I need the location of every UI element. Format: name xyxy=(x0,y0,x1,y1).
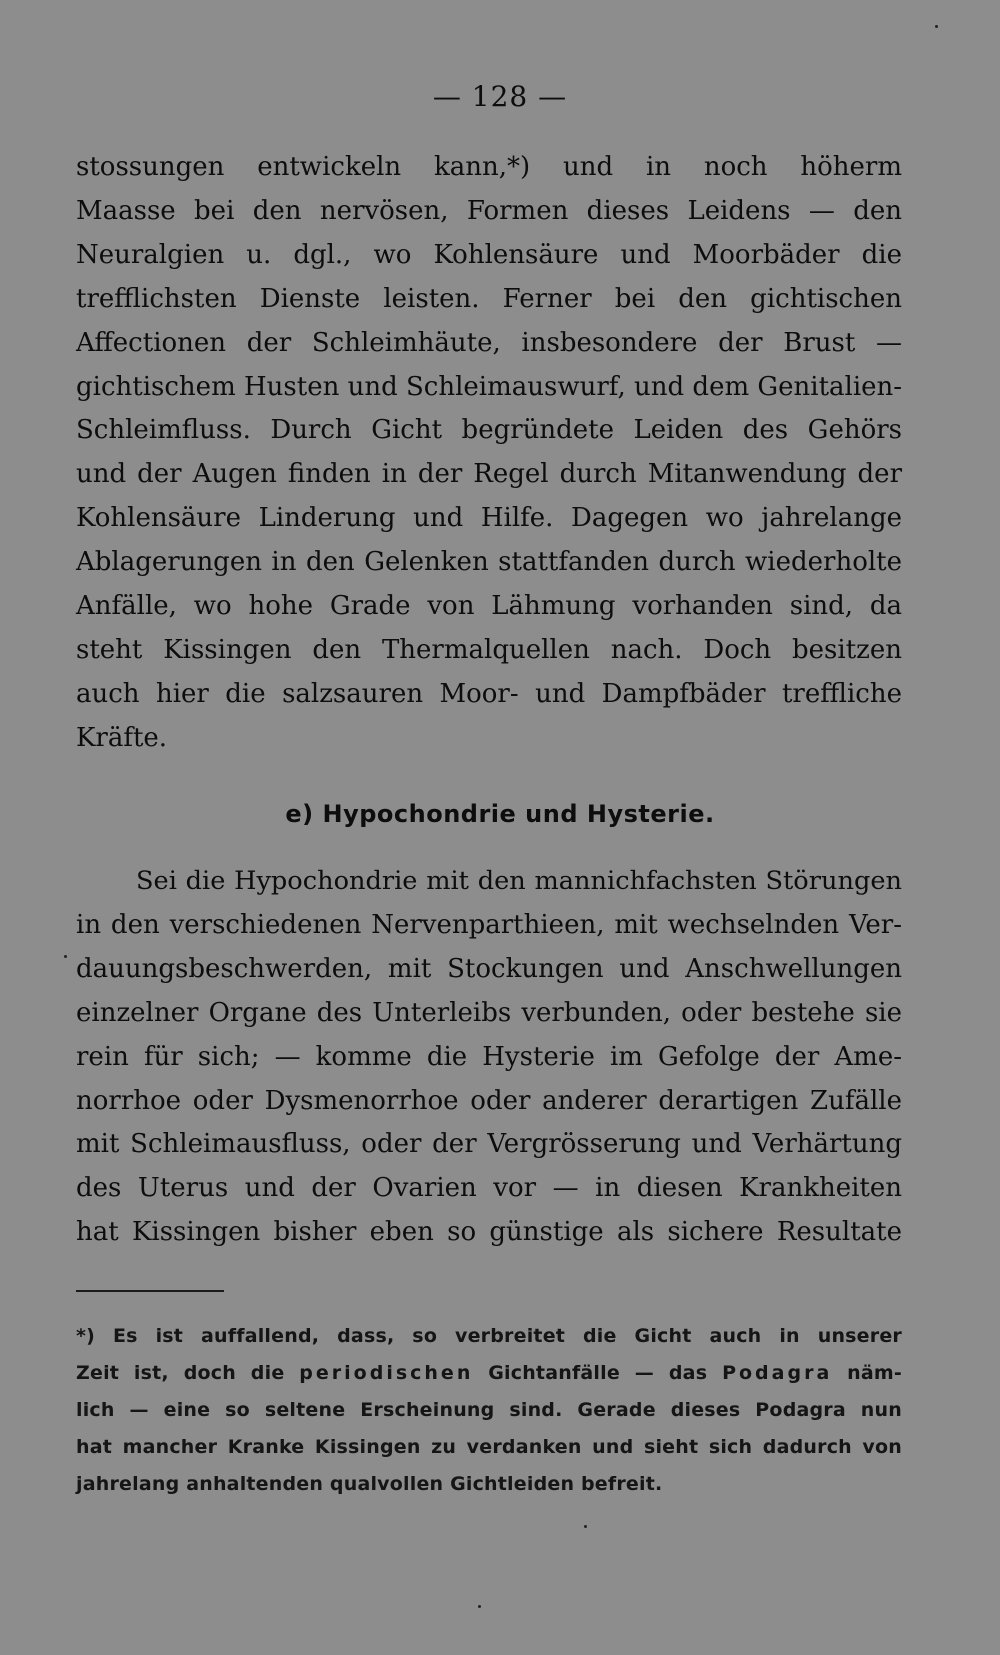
text-line: hat Kissingen bisher eben so günstige als sichere Resultate xyxy=(76,1217,902,1248)
print-speck xyxy=(478,1605,481,1608)
text-line: Sei die Hypochondrie mit den mannichfachsten Störungen xyxy=(136,866,902,896)
footnote-text: Gichtanfälle — das xyxy=(488,1362,708,1384)
text-line: stossungen entwickeln kann,*) und in noch höherm xyxy=(76,152,902,182)
emphasis-podagra: Podagra xyxy=(722,1362,833,1384)
page-number: — 128 — xyxy=(432,80,568,113)
text-line: rein für sich; — komme die Hysterie im Gefolge der Ame- xyxy=(76,1041,902,1072)
text-line: einzelner Organe des Unterleibs verbunden, oder bestehe sie xyxy=(76,997,902,1028)
text-line: in den verschiedenen Nervenparthieen, mit wechselnden Ver- xyxy=(76,909,902,940)
text-line: Kräfte. xyxy=(76,722,168,753)
footnote-text: Zeit ist, doch die xyxy=(76,1362,285,1384)
text-line: norrhoe oder Dysmenorrhoe oder anderer derartigen Zufälle xyxy=(76,1085,902,1116)
text-line: Neuralgien u. dgl., wo Kohlensäure und Moorbäder die xyxy=(76,239,902,270)
print-speck xyxy=(935,25,938,28)
text-line: und der Augen finden in der Regel durch Mitanwendung der xyxy=(76,459,902,490)
footnote xyxy=(76,1318,902,1503)
footnote-line: hat mancher Kranke Kissingen zu verdanken und sieht sich dadurch von xyxy=(76,1436,902,1458)
footnote-line xyxy=(76,1355,902,1392)
text-line: Maasse bei den nervösen, Formen dieses Leidens — den xyxy=(76,195,902,226)
text-line: Affectionen der Schleimhäute, insbesondere der Brust — xyxy=(76,327,902,358)
text-line: des Uterus und der Ovarien vor — in diesen Krankheiten xyxy=(76,1173,902,1204)
text-line: Ablagerungen in den Gelenken stattfanden durch wiederholte xyxy=(76,547,902,578)
paragraph-continued xyxy=(76,146,902,761)
text-line: mit Schleimausfluss, oder der Vergrösserung und Verhärtung xyxy=(76,1129,902,1160)
text-line: trefflichsten Dienste leisten. Ferner bei den gichtischen xyxy=(76,283,902,314)
emphasis-periodischen: periodischen xyxy=(299,1362,474,1384)
text-line: Schleimfluss. Durch Gicht begründete Leiden des Gehörs xyxy=(76,415,902,446)
footnote-line: lich — eine so seltene Erscheinung sind. Gerade dieses Podagra nun xyxy=(76,1399,902,1421)
paragraph-hypochondrie xyxy=(76,860,902,1255)
print-speck xyxy=(584,1525,587,1528)
text-line: gichtischem Husten und Schleimauswurf, und dem Genitalien- xyxy=(76,371,903,402)
text-line: Kohlensäure Linderung und Hilfe. Dagegen wo jahrelange xyxy=(76,503,902,534)
text-line: auch hier die salzsauren Moor- und Dampfbäder treffliche xyxy=(76,678,902,709)
footnote-line: *) Es ist auffallend, dass, so verbreitet die Gicht auch in unserer xyxy=(76,1325,902,1347)
text-line: steht Kissingen den Thermalquellen nach. Doch besitzen xyxy=(76,634,902,665)
section-heading: e) Hypochondrie und Hysterie. xyxy=(285,800,715,828)
footnote-line: jahrelang anhaltenden qualvollen Gichtleiden befreit. xyxy=(76,1473,663,1495)
footnote-separator xyxy=(76,1290,224,1292)
text-line: dauungsbeschwerden, mit Stockungen und Anschwellungen xyxy=(76,953,902,984)
footnote-text: näm- xyxy=(847,1362,902,1384)
text-line: Anfälle, wo hohe Grade von Lähmung vorhanden sind, da xyxy=(76,591,902,622)
print-speck xyxy=(64,955,67,958)
